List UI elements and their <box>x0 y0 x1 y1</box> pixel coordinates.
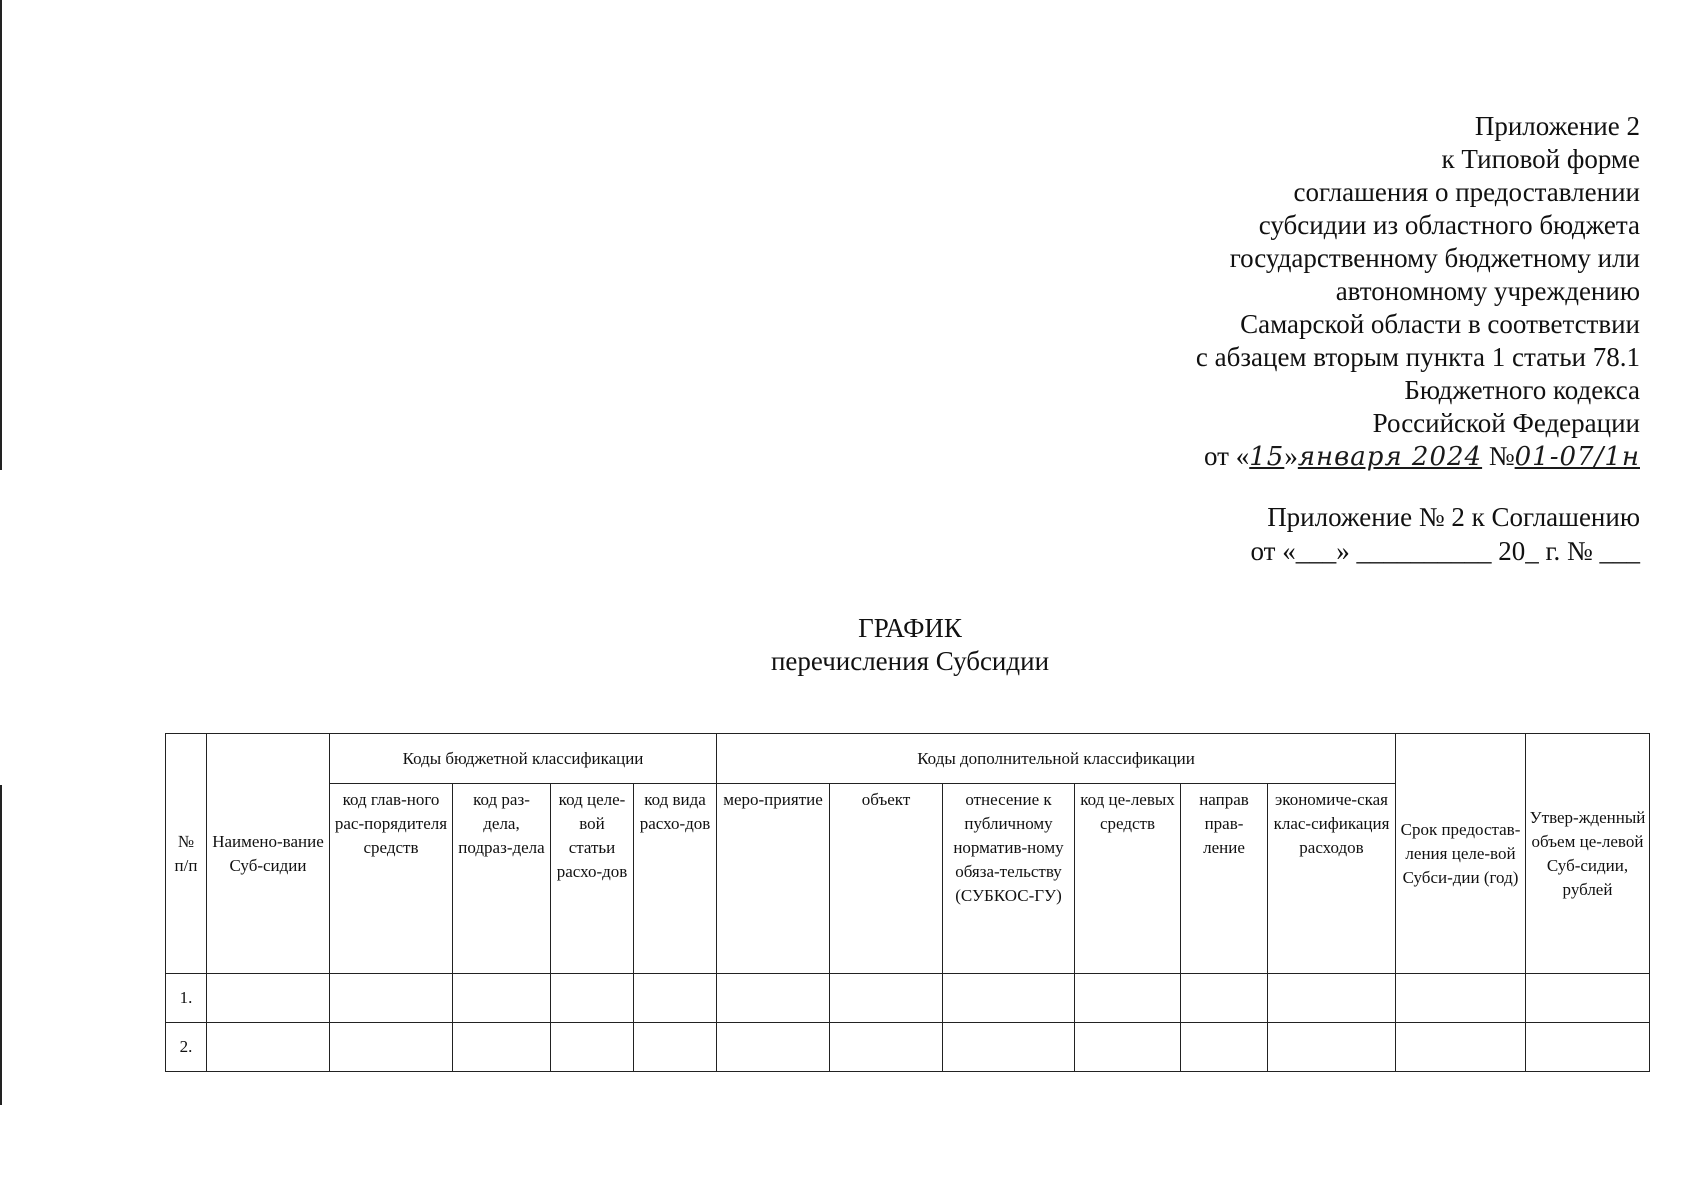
table-cell <box>1526 1023 1650 1072</box>
table-cell <box>1181 1023 1268 1072</box>
document-title <box>0 612 1696 678</box>
table-cell <box>551 974 634 1023</box>
header-line: Самарской области в соответствии <box>1240 309 1640 339</box>
table-row <box>166 1023 1650 1072</box>
col-header-target-funds-code: код це-левых средств <box>1075 784 1181 974</box>
row-number: 1. <box>166 974 207 1023</box>
table-cell <box>1268 1023 1396 1072</box>
table-cell <box>1075 1023 1181 1072</box>
approval-date-line: от «15»января 2024 №01-07/1н <box>1204 441 1640 472</box>
col-header-section-code: код раз-дела, подраз-дела <box>453 784 551 974</box>
table-cell <box>330 1023 453 1072</box>
table-cell <box>1526 974 1650 1023</box>
table-cell <box>634 1023 717 1072</box>
header-line: государственному бюджетному или <box>1229 243 1640 273</box>
col-header-number: № п/п <box>166 734 207 974</box>
table-cell <box>207 1023 330 1072</box>
header-line: субсидии из областного бюджета <box>1258 210 1640 240</box>
table-cell <box>830 1023 943 1072</box>
handwritten-number: 01-07/1н <box>1514 442 1640 472</box>
handwritten-day: 15 <box>1249 442 1285 472</box>
header-line: Бюджетного кодекса <box>1404 375 1640 405</box>
scan-edge-mark <box>0 0 2 470</box>
col-header-economic-classification: экономиче-ская клас-сификация расходов <box>1268 784 1396 974</box>
group-header-budget-codes: Коды бюджетной классификации <box>330 734 717 784</box>
table-cell <box>330 974 453 1023</box>
col-header-activity: меро-приятие <box>717 784 830 974</box>
table-cell <box>1268 974 1396 1023</box>
table-cell <box>453 1023 551 1072</box>
col-header-expense-type-code: код вида расхо-дов <box>634 784 717 974</box>
col-header-direction: направ прав-ление <box>1181 784 1268 974</box>
col-header-main-manager-code: код глав-ного рас-порядителя средств <box>330 784 453 974</box>
table-cell <box>1396 974 1526 1023</box>
header-line: Российской Федерации <box>1372 408 1640 438</box>
table-cell <box>634 974 717 1023</box>
header-line: с абзацем вторым пункта 1 статьи 78.1 <box>1195 342 1640 372</box>
table-cell <box>943 1023 1075 1072</box>
table-cell <box>830 974 943 1023</box>
table-cell <box>943 974 1075 1023</box>
agreement-reference <box>1251 500 1640 568</box>
appendix-header <box>1020 110 1640 474</box>
table-row <box>166 974 1650 1023</box>
col-header-term: Срок предостав-ления целе-вой Субси-дии (год) <box>1396 734 1526 974</box>
title-main: ГРАФИК <box>858 613 962 643</box>
table-cell <box>717 974 830 1023</box>
col-header-public-obligation: отнесение к публичному норматив-ному обяза-тельству (СУБКОС-ГУ) <box>943 784 1075 974</box>
col-header-subsidy-name: Наимено-вание Суб-сидии <box>207 734 330 974</box>
table-cell <box>453 974 551 1023</box>
table-cell <box>1181 974 1268 1023</box>
header-line: к Типовой форме <box>1441 144 1640 174</box>
payment-schedule-table <box>165 733 1650 1072</box>
table-cell <box>551 1023 634 1072</box>
header-line: Приложение 2 <box>1474 111 1640 141</box>
table-cell <box>1396 1023 1526 1072</box>
col-header-target-article-code: код целе-вой статьи расхо-дов <box>551 784 634 974</box>
agreement-ref-date-line: от «___» __________ 20_ г. № ___ <box>1250 536 1640 566</box>
col-header-object: объект <box>830 784 943 974</box>
header-line: соглашения о предоставлении <box>1293 177 1640 207</box>
scan-edge-mark <box>0 785 2 1105</box>
row-number: 2. <box>166 1023 207 1072</box>
agreement-ref-line: Приложение № 2 к Соглашению <box>1267 502 1640 532</box>
table-cell <box>1075 974 1181 1023</box>
handwritten-month-year: января 2024 <box>1297 442 1483 472</box>
group-header-additional-codes: Коды дополнительной классификации <box>717 734 1396 784</box>
table-cell <box>207 974 330 1023</box>
title-sub: перечисления Субсидии <box>770 646 1050 676</box>
header-line: автономному учреждению <box>1335 276 1640 306</box>
col-header-volume: Утвер-жденный объем це-левой Суб-сидии, рублей <box>1526 734 1650 974</box>
table-cell <box>717 1023 830 1072</box>
